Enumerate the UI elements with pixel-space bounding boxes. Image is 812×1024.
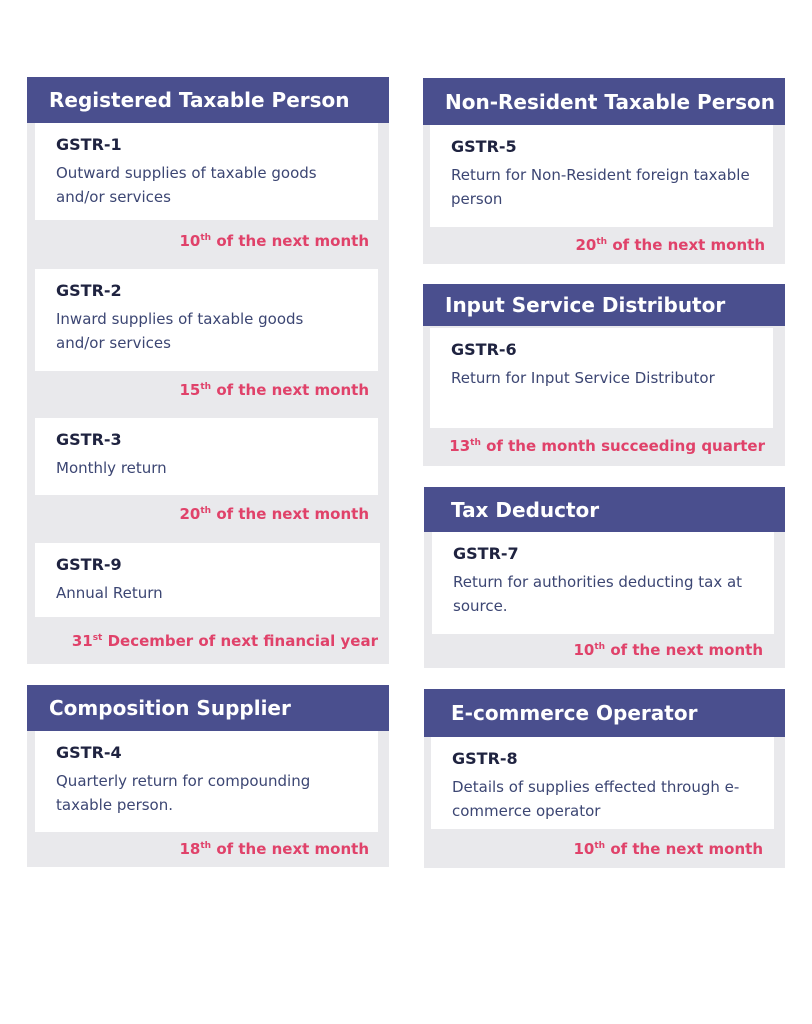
gstr3-card <box>35 418 378 495</box>
return-description: Return for authorities deducting tax at source. <box>453 573 743 615</box>
return-description: Outward supplies of taxable goods and/or services <box>56 164 317 206</box>
return-description: Quarterly return for compounding taxable person. <box>56 772 311 814</box>
tax-deductor-panel <box>424 487 785 668</box>
gstr6-card <box>430 328 773 428</box>
due-date: 20th of the next month <box>575 236 765 254</box>
gstr5-card <box>430 125 773 227</box>
due-date: 18th of the next month <box>179 840 369 858</box>
return-description: Monthly return <box>56 459 167 477</box>
ecommerce-operator-header <box>424 689 785 737</box>
gstr7-card <box>432 532 774 634</box>
panel-title: Composition Supplier <box>49 696 291 720</box>
return-code: GSTR-2 <box>56 281 122 300</box>
return-description: Return for Non-Resident foreign taxable person <box>451 166 750 208</box>
return-description: Return for Input Service Distributor <box>451 369 715 387</box>
due-date: 20th of the next month <box>179 505 369 523</box>
return-code: GSTR-8 <box>452 749 518 768</box>
return-code: GSTR-7 <box>453 544 519 563</box>
gstr2-card <box>35 269 378 371</box>
return-code: GSTR-1 <box>56 135 122 154</box>
return-description: Annual Return <box>56 584 163 602</box>
due-date: 10th of the next month <box>179 232 369 250</box>
input-service-distributor-header <box>423 284 785 326</box>
gstr9-card <box>35 543 380 617</box>
registered-taxable-person-panel <box>27 77 389 664</box>
due-date: 15th of the next month <box>179 381 369 399</box>
gstr1-card <box>35 123 378 220</box>
panel-title: E-commerce Operator <box>451 701 698 725</box>
return-code: GSTR-3 <box>56 430 122 449</box>
gstr8-card <box>431 737 774 829</box>
return-code: GSTR-4 <box>56 743 122 762</box>
due-date: 10th of the next month <box>573 641 763 659</box>
panel-title: Non-Resident Taxable Person <box>445 89 776 114</box>
registered-taxable-person-header <box>27 77 389 123</box>
return-code: GSTR-6 <box>451 340 517 359</box>
composition-supplier-panel <box>27 685 389 867</box>
due-date: 13th of the month succeeding quarter <box>449 437 765 455</box>
due-date: 10th of the next month <box>573 840 763 858</box>
panel-title: Registered Taxable Person <box>49 88 350 112</box>
panel-title: Tax Deductor <box>451 497 600 522</box>
gstr4-card <box>35 731 378 832</box>
ecommerce-operator-panel <box>424 689 785 868</box>
due-date: 31st December of next financial year <box>71 632 378 650</box>
panel-title: Input Service Distributor <box>445 293 726 317</box>
tax-deductor-header <box>424 487 785 532</box>
non-resident-header <box>423 78 785 125</box>
input-service-distributor-panel <box>423 284 785 466</box>
return-description: Details of supplies effected through e-commerce operator <box>452 778 740 820</box>
return-code: GSTR-5 <box>451 137 517 156</box>
return-description: Inward supplies of taxable goods and/or services <box>56 310 304 352</box>
return-code: GSTR-9 <box>56 555 122 574</box>
composition-supplier-header <box>27 685 389 731</box>
non-resident-panel <box>423 78 785 264</box>
